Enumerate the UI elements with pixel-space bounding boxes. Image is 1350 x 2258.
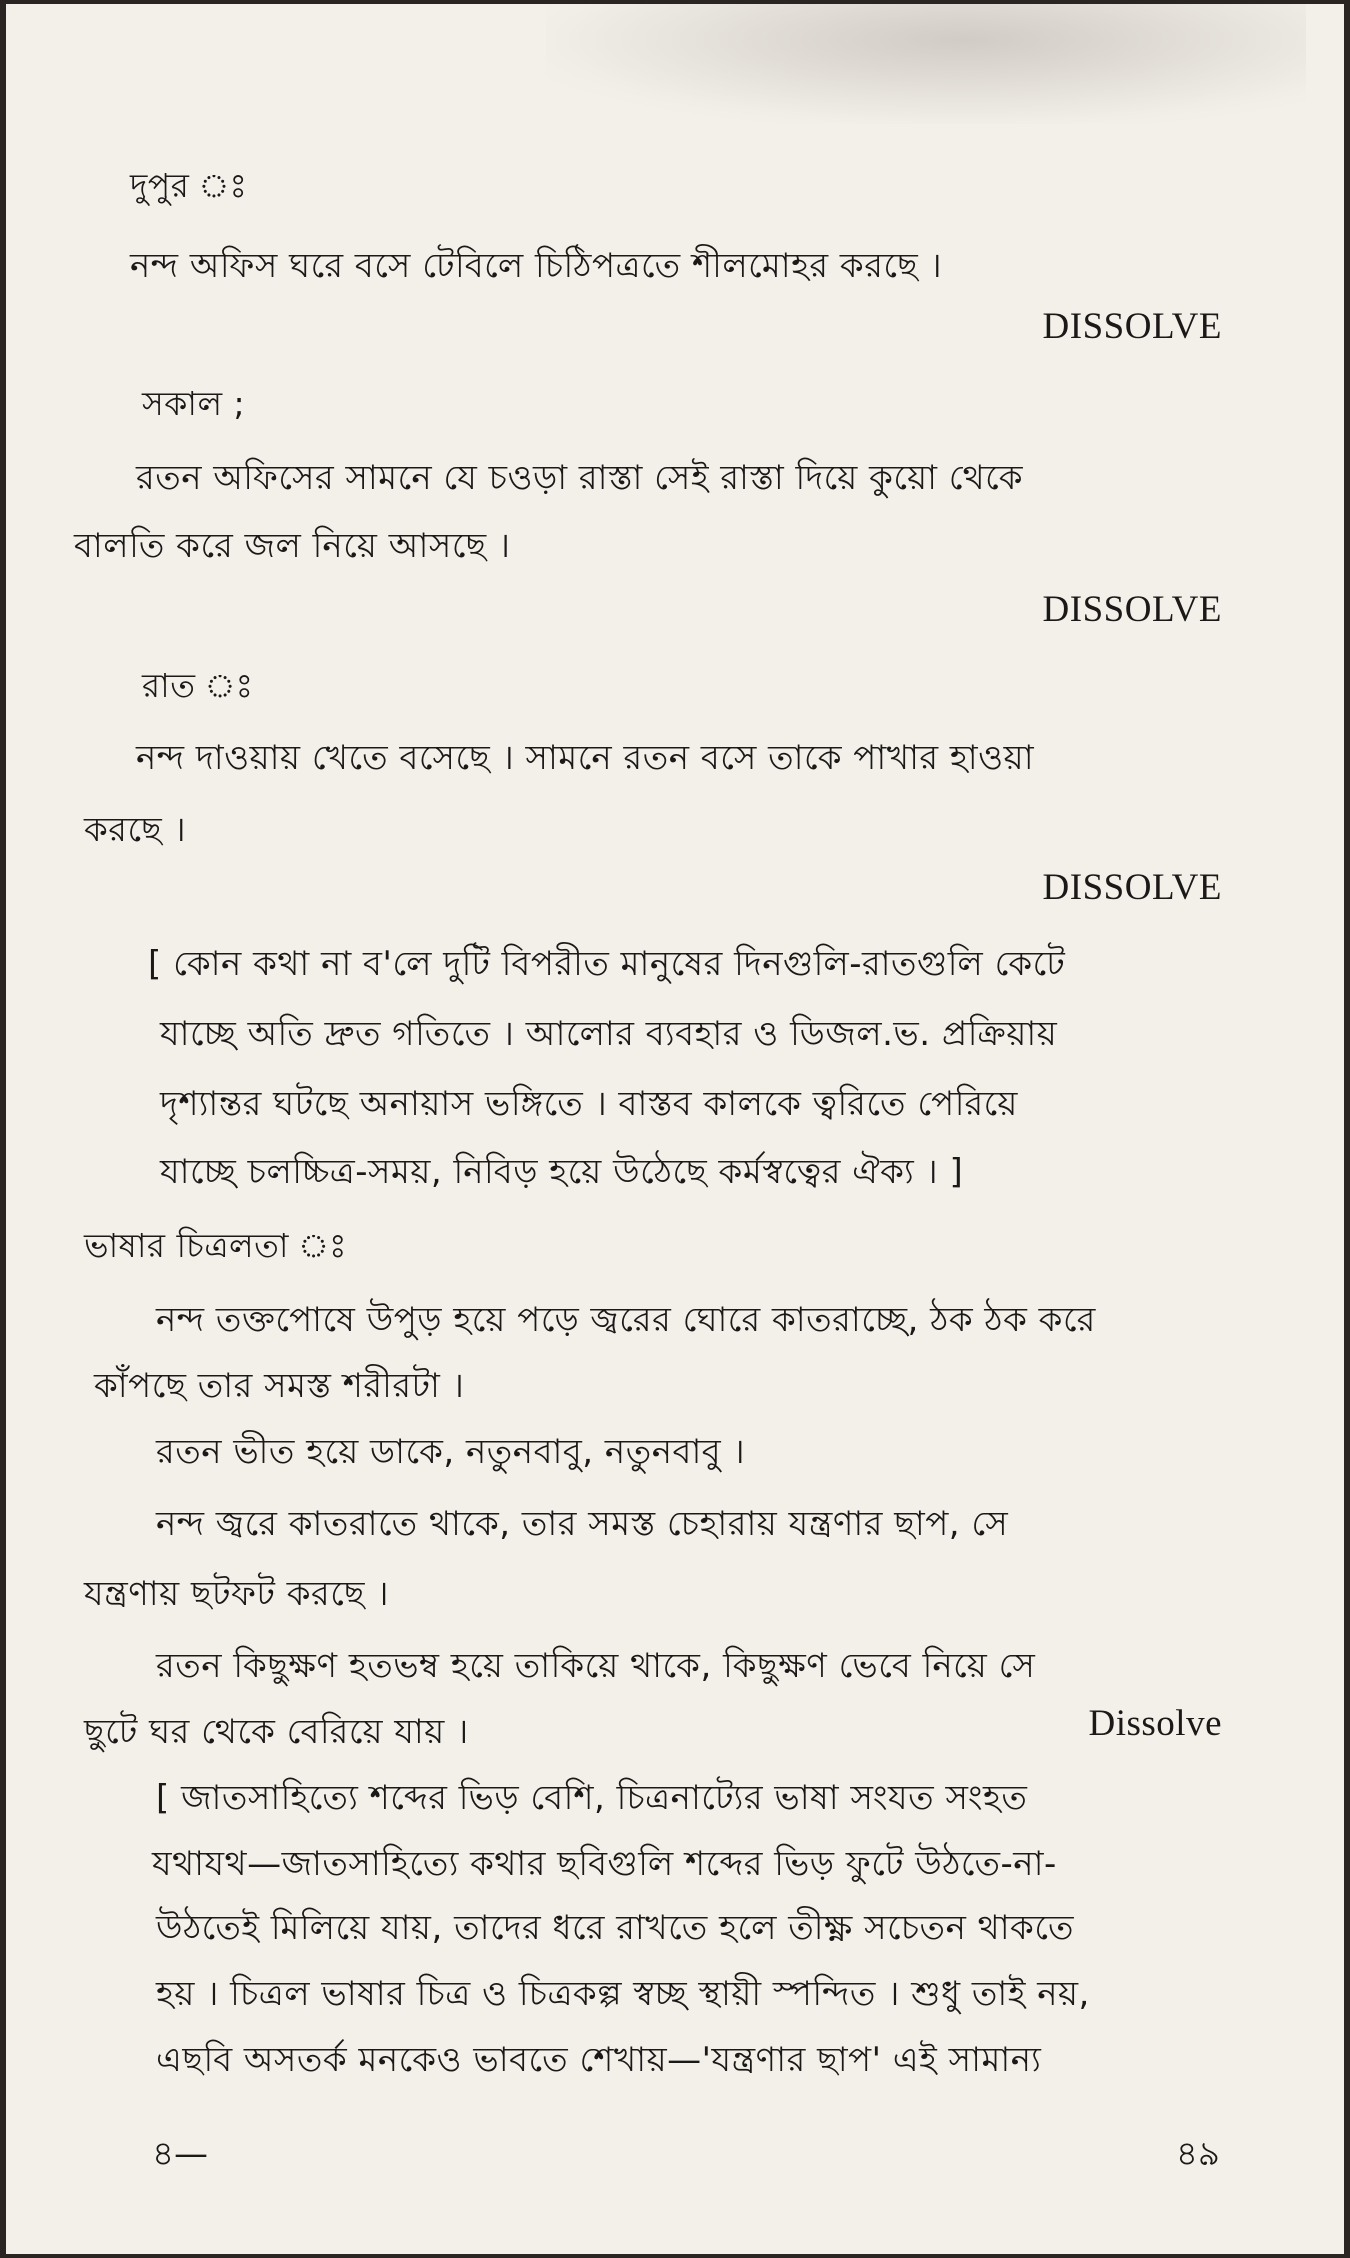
commentary-line: [ জাতসাহিত্যে শব্দের ভিড় বেশি, চিত্রনাট্যের ভাষা সংযত সংহত [156,1778,1028,1818]
scene-line: রতন কিছুক্ষণ হতভম্ব হয়ে তাকিয়ে থাকে, কিছুক্ষণ ভেবে নিয়ে সে [156,1646,1036,1686]
footer-signature: ৪— [152,2134,209,2174]
page-number: ৪৯ [1175,2134,1220,2174]
scene-line: করছে । [84,810,187,850]
section-heading: ভাষার চিত্রলতা ঃ [84,1226,348,1265]
scene-heading-morning: সকাল ; [142,384,246,423]
scene-heading-noon: দুপুর ঃ [130,166,248,205]
scene-line: রতন ভীত হয়ে ডাকে, নতুনবাবু, নতুনবাবু । [156,1432,746,1472]
transition-dissolve: DISSOLVE [1042,306,1222,347]
commentary-line: উঠতেই মিলিয়ে যায়, তাদের ধরে রাখতে হলে তীক্ষ্ণ সচেতন থাকতে [156,1908,1075,1948]
commentary-line: এছবি অসতর্ক মনকেও ভাবতে শেখায়—'যন্ত্রণার ছাপ' এই সামান্য [156,2040,1042,2080]
commentary-line: যাচ্ছে অতি দ্রুত গতিতে । আলোর ব্যবহার ও ডিজল.ভ. প্রক্রিয়ায় [160,1014,1058,1054]
scene-line: নন্দ দাওয়ায় খেতে বসেছে । সামনে রতন বসে তাকে পাখার হাওয়া [136,738,1035,778]
commentary-line: যথাযথ—জাতসাহিত্যে কথার ছবিগুলি শব্দের ভিড় ফুটে উঠতে-না- [152,1844,1057,1884]
scene-line: রতন অফিসের সামনে যে চওড়া রাস্তা সেই রাস্তা দিয়ে কুয়ো থেকে [136,458,1024,498]
book-page [6,4,1344,2254]
scene-heading-night: রাত ঃ [142,666,254,705]
scene-line: নন্দ অফিস ঘরে বসে টেবিলে চিঠিপত্রতে শীলমোহর করছে । [130,246,943,286]
commentary-line: দৃশ্যান্তর ঘটছে অনায়াস ভঙ্গিতে । বাস্তব কালকে ত্বরিতে পেরিয়ে [160,1084,1018,1124]
print-smudge [546,4,1306,124]
scene-line: নন্দ তক্তপোষে উপুড় হয়ে পড়ে জ্বরের ঘোরে কাতরাচ্ছে, ঠক ঠক করে [156,1300,1096,1340]
commentary-line: [ কোন কথা না ব'লে দুটি বিপরীত মানুষের দিনগুলি-রাতগুলি কেটে [148,944,1066,984]
commentary-line: হয় । চিত্রল ভাষার চিত্র ও চিত্রকল্প স্বচ্ছ স্থায়ী স্পন্দিত । শুধু তাই নয়, [156,1974,1090,2014]
transition-dissolve: Dissolve [1088,1703,1222,1744]
scene-line: নন্দ জ্বরে কাতরাতে থাকে, তার সমস্ত চেহারায় যন্ত্রণার ছাপ, সে [156,1504,1009,1544]
scene-line: বালতি করে জল নিয়ে আসছে । [74,526,511,566]
transition-dissolve: DISSOLVE [1042,867,1222,908]
transition-dissolve: DISSOLVE [1042,589,1222,630]
scene-line: যন্ত্রণায় ছটফট করছে । [84,1574,389,1614]
scene-line: ছুটে ঘর থেকে বেরিয়ে যায় । [84,1712,469,1752]
commentary-line: যাচ্ছে চলচ্চিত্র-সময়, নিবিড় হয়ে উঠেছে কর্মস্বত্বের ঐক্য । ] [160,1152,964,1192]
scene-line: কাঁপছে তার সমস্ত শরীরটা । [94,1366,465,1406]
